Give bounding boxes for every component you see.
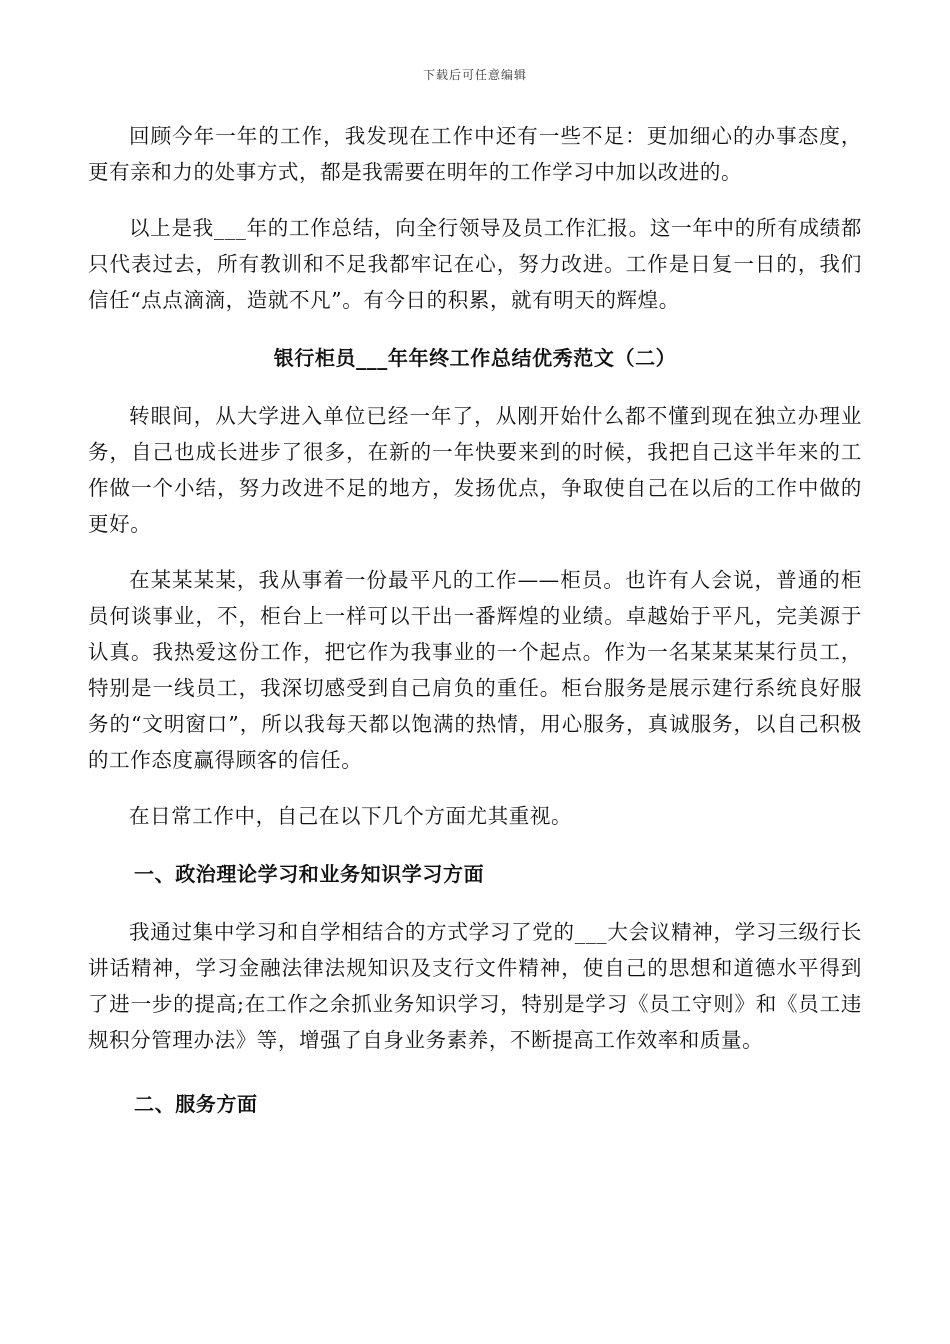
paragraph-study: 我通过集中学习和自学相结合的方式学习了党的___大会议精神，学习三级行长讲话精神，学习金融法律法规知识及支行文件精神，使自己的思想和道德水平得到了进一步的提高;在工作之余抓业务知识学习，特别是学习《员工守则》和《员工违规积分管理办法》等，增强了自身业务素养，不断提高工作效率和质量。 <box>88 920 862 1052</box>
document-body <box>88 118 862 1122</box>
subheading-service: 二、服务方面 <box>134 1092 258 1116</box>
paragraph-summary: 以上是我___年的工作总结，向全行领导及员工作汇报。这一年中的所有成绩都只代表过去，所有教训和不足我都牢记在心，努力改进。工作是日复一日的，我们信任“点点滴滴，造就不凡”。有今日的积累，就有明天的辉煌。 <box>88 216 862 312</box>
paragraph-review: 回顾今年一年的工作，我发现在工作中还有一些不足：更加细心的办事态度，更有亲和力的处事方式，都是我需要在明年的工作学习中加以改进的。 <box>88 124 862 184</box>
paragraph-teller-role: 在某某某某，我从事着一份最平凡的工作——柜员。也许有人会说，普通的柜员何谈事业，不，柜台上一样可以干出一番辉煌的业绩。卓越始于平凡，完美源于认真。我热爱这份工作，把它作为我事业的一个起点。作为一名某某某某行员工，特别是一线员工，我深切感受到自己肩负的重任。柜台服务是展示建行系统良好服务的“文明窗口”，所以我每天都以饱满的热情，用心服务，真诚服务，以自己积极的工作态度赢得顾客的信任。 <box>88 568 862 772</box>
header-note: 下载后可任意编辑 <box>422 68 527 82</box>
paragraph-focus: 在日常工作中，自己在以下几个方面尤其重视。 <box>129 804 573 828</box>
subheading-political-study: 一、政治理论学习和业务知识学习方面 <box>134 862 485 886</box>
paragraph-intro: 转眼间，从大学进入单位已经一年了，从刚开始什么都不懂到现在独立办理业务，自己也成长进步了很多，在新的一年快要来到的时候，我把自己这半年来的工作做一个小结，努力改进不足的地方，发扬优点，争取使自己在以后的工作中做的更好。 <box>88 404 862 536</box>
section-title: 银行柜员___年年终工作总结优秀范文（二） <box>273 346 677 370</box>
